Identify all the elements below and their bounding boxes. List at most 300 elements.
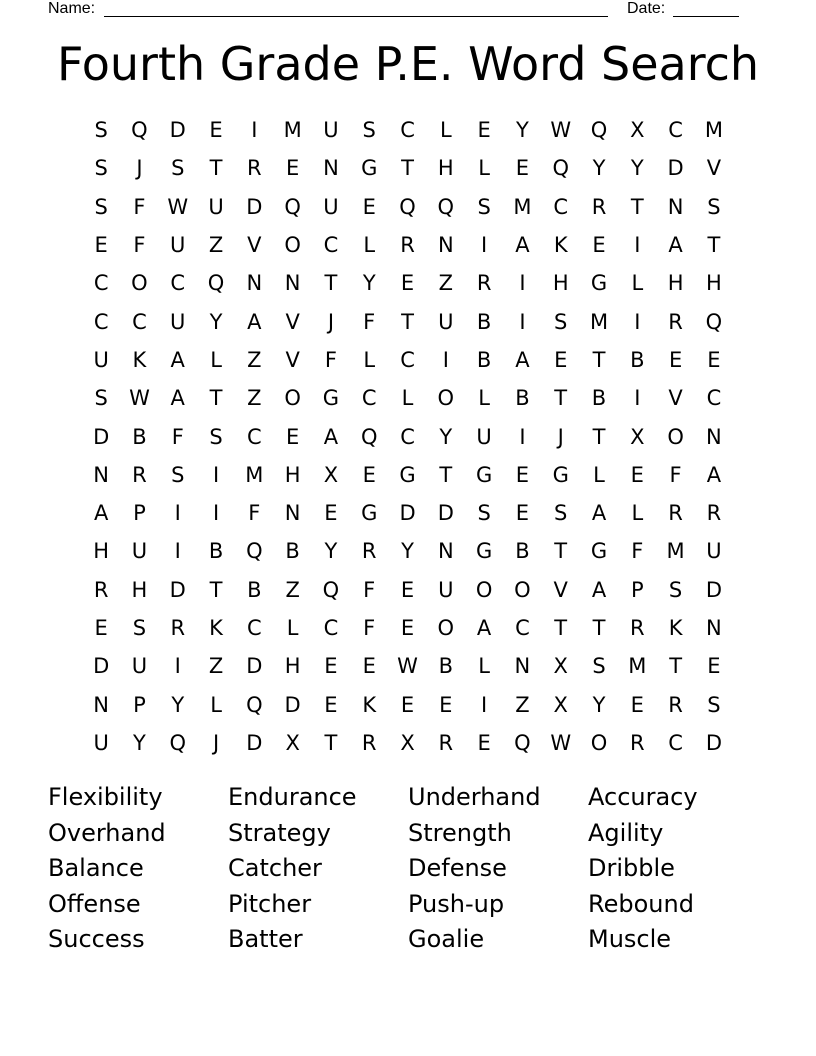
grid-letter: N <box>284 501 301 526</box>
grid-letter: J <box>136 156 143 181</box>
word-bank-item: Dribble <box>588 854 675 882</box>
grid-letter: Z <box>208 233 224 258</box>
grid-letter: J <box>557 424 564 449</box>
grid-letter: T <box>324 271 338 296</box>
grid-letter: N <box>93 462 109 487</box>
grid-letter: R <box>630 616 645 640</box>
grid-letter: Z <box>247 386 262 411</box>
grid-letter: Q <box>437 194 455 219</box>
grid-letter: M <box>589 309 609 334</box>
word-bank-item: Strength <box>408 818 512 847</box>
grid-letter: X <box>285 730 300 755</box>
grid-letter: Y <box>133 730 146 755</box>
grid-letter: N <box>93 692 109 717</box>
grid-letter: D <box>437 501 454 526</box>
grid-letter: U <box>93 347 109 372</box>
grid-letter: S <box>668 577 683 602</box>
word-bank-item: Overhand <box>48 818 166 847</box>
grid-letter: A <box>668 233 683 258</box>
grid-letter: W <box>397 654 418 679</box>
header-line <box>48 0 748 20</box>
grid-letter: R <box>630 730 645 755</box>
grid-letter: E <box>515 156 530 181</box>
grid-letter: G <box>590 271 608 296</box>
grid-letter: X <box>400 730 415 755</box>
grid-letter: D <box>169 577 186 602</box>
grid-letter: C <box>93 309 109 334</box>
grid-letter: L <box>363 347 376 372</box>
grid-letter: E <box>668 347 683 372</box>
grid-letter: G <box>475 539 493 564</box>
grid-letter: C <box>515 616 530 640</box>
grid-letter: Q <box>246 692 263 717</box>
grid-letter: O <box>284 233 301 258</box>
grid-letter: W <box>550 118 572 143</box>
grid-letter: E <box>515 501 530 526</box>
grid-letter: R <box>132 462 147 487</box>
grid-letter: U <box>170 309 186 334</box>
grid-letter: E <box>362 194 376 219</box>
grid-letter: F <box>248 501 261 526</box>
grid-letter: B <box>132 424 147 449</box>
grid-letter: Q <box>514 730 531 755</box>
grid-letter: B <box>630 347 645 372</box>
word-bank-item: Pitcher <box>228 889 312 918</box>
grid-letter: E <box>94 233 108 258</box>
grid-letter: E <box>362 462 376 487</box>
grid-letter: E <box>707 347 721 372</box>
grid-letter: E <box>400 271 415 296</box>
grid-letter: C <box>247 424 262 449</box>
grid-letter: W <box>167 194 189 219</box>
grid-letter: E <box>285 424 300 449</box>
grid-letter: B <box>476 347 492 372</box>
grid-letter: D <box>284 692 301 717</box>
grid-letter: F <box>324 347 337 372</box>
grid-letter: Y <box>401 539 414 564</box>
grid-letter: Q <box>552 156 569 181</box>
grid-letter: D <box>667 156 684 181</box>
grid-letter: U <box>131 654 148 679</box>
grid-letter: C <box>132 309 147 334</box>
grid-letter: E <box>324 501 338 526</box>
grid-letter: Y <box>439 424 453 449</box>
word-bank-item: Push-up <box>408 889 505 918</box>
grid-letter: R <box>706 501 722 526</box>
grid-letter: C <box>93 271 109 296</box>
grid-letter: Q <box>322 577 340 602</box>
grid-letter: E <box>400 692 415 717</box>
grid-letter: P <box>630 577 644 602</box>
grid-letter: C <box>553 194 569 219</box>
grid-letter: A <box>591 577 607 602</box>
grid-letter: Q <box>705 309 723 334</box>
grid-letter: B <box>515 539 530 564</box>
grid-letter: F <box>363 616 376 640</box>
grid-letter: Y <box>171 692 185 717</box>
grid-letter: O <box>590 730 608 755</box>
grid-letter: Z <box>438 271 454 296</box>
grid-letter: Y <box>592 692 606 717</box>
grid-letter: F <box>669 462 682 487</box>
grid-letter: A <box>323 424 339 449</box>
grid-letter: F <box>363 309 376 334</box>
grid-letter: I <box>442 347 449 372</box>
grid-letter: I <box>519 271 526 296</box>
grid-letter: Y <box>362 271 376 296</box>
grid-letter: S <box>554 309 568 334</box>
word-bank-item: Defense <box>408 854 507 882</box>
grid-letter: R <box>476 271 492 296</box>
grid-letter: C <box>668 730 683 755</box>
grid-letter: K <box>362 692 377 717</box>
grid-letter: Y <box>324 539 338 564</box>
grid-letter: B <box>285 539 300 564</box>
grid-letter: O <box>514 577 531 602</box>
grid-letter: S <box>94 156 108 181</box>
grid-letter: Z <box>515 692 530 717</box>
grid-letter: A <box>515 233 530 258</box>
grid-letter: A <box>515 347 530 372</box>
grid-letter: M <box>628 654 647 679</box>
grid-letter: L <box>478 386 490 411</box>
grid-letter: I <box>481 692 488 717</box>
grid-letter: R <box>668 309 683 334</box>
grid-letter: G <box>552 462 569 487</box>
grid-letter: Q <box>246 539 263 564</box>
grid-letter: M <box>245 462 264 487</box>
grid-letter: A <box>170 386 185 411</box>
grid-letter: J <box>212 730 220 755</box>
grid-letter: B <box>476 309 492 334</box>
word-bank-item: Accuracy <box>588 783 698 811</box>
grid-letter: B <box>208 539 224 564</box>
grid-letter: E <box>477 730 491 755</box>
grid-letter: B <box>591 386 607 411</box>
grid-letter: F <box>631 539 644 564</box>
grid-letter: I <box>174 539 181 564</box>
grid-letter: U <box>323 194 339 219</box>
word-bank-item: Balance <box>48 854 144 882</box>
page-title: Fourth Grade P.E. Word Search <box>56 37 760 91</box>
grid-letter: U <box>438 577 454 602</box>
grid-letter: I <box>212 501 220 526</box>
grid-letter: U <box>706 539 722 564</box>
grid-letter: R <box>438 730 454 755</box>
grid-letter: N <box>706 424 722 449</box>
grid-letter: D <box>399 501 416 526</box>
grid-letter: N <box>514 654 531 679</box>
grid-letter: N <box>323 156 339 181</box>
grid-letter: N <box>437 233 454 258</box>
grid-letter: S <box>707 692 721 717</box>
grid-letter: C <box>247 616 262 640</box>
grid-letter: H <box>437 156 454 181</box>
grid-letter: T <box>707 233 721 258</box>
grid-letter: A <box>591 501 607 526</box>
grid-letter: L <box>478 654 490 679</box>
grid-letter: T <box>592 424 606 449</box>
grid-letter: K <box>553 233 568 258</box>
grid-letter: C <box>668 118 683 143</box>
grid-letter: D <box>705 730 722 755</box>
grid-letter: F <box>133 194 146 219</box>
grid-letter: S <box>171 156 185 181</box>
grid-letter: T <box>554 616 568 640</box>
grid-letter: G <box>361 156 378 181</box>
grid-letter: L <box>286 616 299 640</box>
grid-letter: Q <box>284 194 301 219</box>
grid-letter: S <box>554 501 568 526</box>
grid-letter: E <box>324 654 338 679</box>
grid-letter: Z <box>247 347 262 372</box>
grid-letter: O <box>437 616 455 640</box>
grid-letter: U <box>93 730 109 755</box>
grid-letter: D <box>246 730 263 755</box>
grid-letter: T <box>592 347 606 372</box>
grid-letter: T <box>439 462 453 487</box>
grid-letter: V <box>553 577 568 602</box>
grid-letter: B <box>438 654 454 679</box>
grid-letter: G <box>399 462 416 487</box>
grid-letter: V <box>285 347 300 372</box>
grid-letter: U <box>323 118 339 143</box>
grid-letter: X <box>630 424 645 449</box>
grid-letter: D <box>93 424 110 449</box>
grid-letter: U <box>170 233 186 258</box>
grid-letter: S <box>171 462 185 487</box>
grid-letter: E <box>630 692 644 717</box>
grid-letter: V <box>668 386 683 411</box>
grid-letter: Y <box>592 156 606 181</box>
grid-letter: R <box>361 730 377 755</box>
grid-letter: L <box>439 118 452 143</box>
grid-letter: N <box>284 271 301 296</box>
grid-letter: I <box>634 309 641 334</box>
grid-letter: I <box>634 386 641 411</box>
grid-letter: C <box>400 424 415 449</box>
grid-letter: F <box>171 424 184 449</box>
word-bank-item: Goalie <box>408 925 485 953</box>
date-blank[interactable] <box>673 2 739 17</box>
grid-letter: N <box>437 539 454 564</box>
word-bank-item: Endurance <box>228 783 357 811</box>
grid-letter: C <box>400 347 415 372</box>
grid-letter: S <box>94 194 108 219</box>
word-bank-item: Flexibility <box>48 783 163 811</box>
grid-letter: O <box>437 386 455 411</box>
grid-letter: F <box>363 577 376 602</box>
grid-letter: A <box>170 347 185 372</box>
grid-letter: B <box>247 577 262 602</box>
grid-letter: E <box>630 462 644 487</box>
grid-letter: W <box>550 730 572 755</box>
word-bank-item: Rebound <box>588 889 694 918</box>
word-bank <box>48 780 768 958</box>
grid-letter: H <box>706 271 722 296</box>
grid-letter: Z <box>208 654 224 679</box>
grid-letter: V <box>706 156 722 181</box>
grid-letter: Z <box>285 577 300 602</box>
grid-letter: L <box>401 386 414 411</box>
grid-letter: A <box>476 616 492 640</box>
grid-letter: O <box>131 271 148 296</box>
grid-letter: J <box>327 309 335 334</box>
grid-letter: D <box>93 654 110 679</box>
grid-letter: Q <box>207 271 225 296</box>
grid-letter: O <box>284 386 301 411</box>
grid-letter: Y <box>630 156 644 181</box>
grid-letter: E <box>400 616 415 640</box>
grid-letter: G <box>590 539 608 564</box>
name-label: Name: <box>48 0 96 17</box>
grid-letter: T <box>209 156 223 181</box>
grid-letter: O <box>475 577 493 602</box>
grid-letter: X <box>553 654 568 679</box>
grid-letter: R <box>93 577 109 602</box>
grid-letter: C <box>361 386 377 411</box>
grid-letter: S <box>132 616 147 640</box>
grid-letter: F <box>133 233 146 258</box>
grid-letter: S <box>707 194 721 219</box>
grid-letter: L <box>593 462 605 487</box>
grid-letter: C <box>323 616 339 640</box>
grid-letter: E <box>707 654 721 679</box>
grid-letter: E <box>209 118 223 143</box>
grid-letter: S <box>94 118 108 143</box>
grid-letter: X <box>553 692 568 717</box>
grid-letter: N <box>667 194 684 219</box>
grid-letter: E <box>439 692 453 717</box>
grid-letter: H <box>284 462 301 487</box>
name-blank[interactable] <box>104 2 608 17</box>
grid-letter: M <box>666 539 685 564</box>
grid-letter: B <box>515 386 530 411</box>
grid-letter: I <box>519 309 526 334</box>
grid-letter: T <box>592 616 606 640</box>
grid-letter: E <box>94 616 108 640</box>
word-bank-item: Muscle <box>588 925 672 953</box>
grid-letter: M <box>283 118 302 143</box>
grid-letter: Q <box>360 424 378 449</box>
letter-grid <box>82 111 733 762</box>
grid-letter: D <box>169 118 186 143</box>
grid-letter: A <box>93 501 109 526</box>
grid-letter: O <box>667 424 684 449</box>
grid-letter: R <box>668 501 683 526</box>
word-bank-item: Agility <box>588 818 664 847</box>
grid-letter: I <box>519 424 526 449</box>
grid-letter: S <box>94 386 108 411</box>
grid-letter: G <box>361 501 378 526</box>
grid-letter: G <box>475 462 493 487</box>
grid-letter: E <box>324 692 338 717</box>
date-label: Date: <box>627 0 666 17</box>
grid-letter: I <box>634 233 641 258</box>
grid-letter: C <box>706 386 722 411</box>
grid-letter: E <box>285 156 300 181</box>
grid-letter: L <box>478 156 490 181</box>
grid-letter: W <box>129 386 150 411</box>
grid-letter: G <box>322 386 340 411</box>
grid-letter: L <box>631 501 644 526</box>
grid-letter: H <box>93 539 110 564</box>
grid-letter: R <box>170 616 186 640</box>
grid-letter: Y <box>209 309 223 334</box>
grid-letter: R <box>361 539 377 564</box>
grid-letter: H <box>667 271 684 296</box>
grid-letter: S <box>362 118 376 143</box>
grid-letter: Q <box>131 118 148 143</box>
grid-letter: D <box>246 194 263 219</box>
grid-letter: X <box>323 462 339 487</box>
grid-letter: I <box>174 501 181 526</box>
word-bank-item: Underhand <box>408 783 541 811</box>
grid-letter: I <box>174 654 181 679</box>
grid-letter: H <box>552 271 569 296</box>
grid-letter: T <box>324 730 338 755</box>
word-bank-item: Strategy <box>228 818 331 847</box>
grid-letter: U <box>476 424 492 449</box>
grid-letter: I <box>251 118 258 143</box>
grid-letter: S <box>592 654 606 679</box>
grid-letter: N <box>706 616 722 640</box>
grid-letter: K <box>209 616 223 640</box>
grid-letter: U <box>208 194 224 219</box>
grid-letter: D <box>246 654 263 679</box>
grid-letter: R <box>591 194 607 219</box>
grid-letter: R <box>247 156 262 181</box>
grid-letter: T <box>630 194 644 219</box>
grid-letter: T <box>554 386 568 411</box>
grid-letter: Y <box>516 118 529 143</box>
grid-letter: S <box>209 424 223 449</box>
grid-letter: I <box>481 233 488 258</box>
grid-letter: T <box>554 539 568 564</box>
grid-letter: D <box>705 577 722 602</box>
grid-letter: Q <box>399 194 416 219</box>
grid-letter: A <box>247 309 262 334</box>
grid-letter: Q <box>590 118 608 143</box>
grid-letter: K <box>132 347 147 372</box>
grid-letter: L <box>210 692 222 717</box>
grid-letter: M <box>704 118 723 143</box>
grid-letter: I <box>212 462 220 487</box>
word-bank-item: Batter <box>228 925 303 953</box>
grid-letter: S <box>477 194 491 219</box>
grid-letter: E <box>400 577 415 602</box>
grid-letter: N <box>246 271 263 296</box>
grid-letter: E <box>515 462 530 487</box>
grid-letter: R <box>400 233 415 258</box>
grid-letter: P <box>133 692 146 717</box>
grid-letter: C <box>170 271 186 296</box>
grid-letter: S <box>477 501 491 526</box>
grid-letter: L <box>363 233 376 258</box>
grid-letter: T <box>209 386 223 411</box>
word-bank-item: Offense <box>48 889 141 918</box>
grid-letter: E <box>362 654 376 679</box>
grid-letter: U <box>131 539 148 564</box>
grid-letter: E <box>554 347 568 372</box>
grid-letter: Q <box>169 730 186 755</box>
grid-letter: T <box>209 577 223 602</box>
grid-letter: A <box>706 462 722 487</box>
word-bank-item: Catcher <box>228 854 322 882</box>
grid-letter: C <box>400 118 415 143</box>
grid-letter: T <box>401 156 414 181</box>
grid-letter: V <box>285 309 300 334</box>
